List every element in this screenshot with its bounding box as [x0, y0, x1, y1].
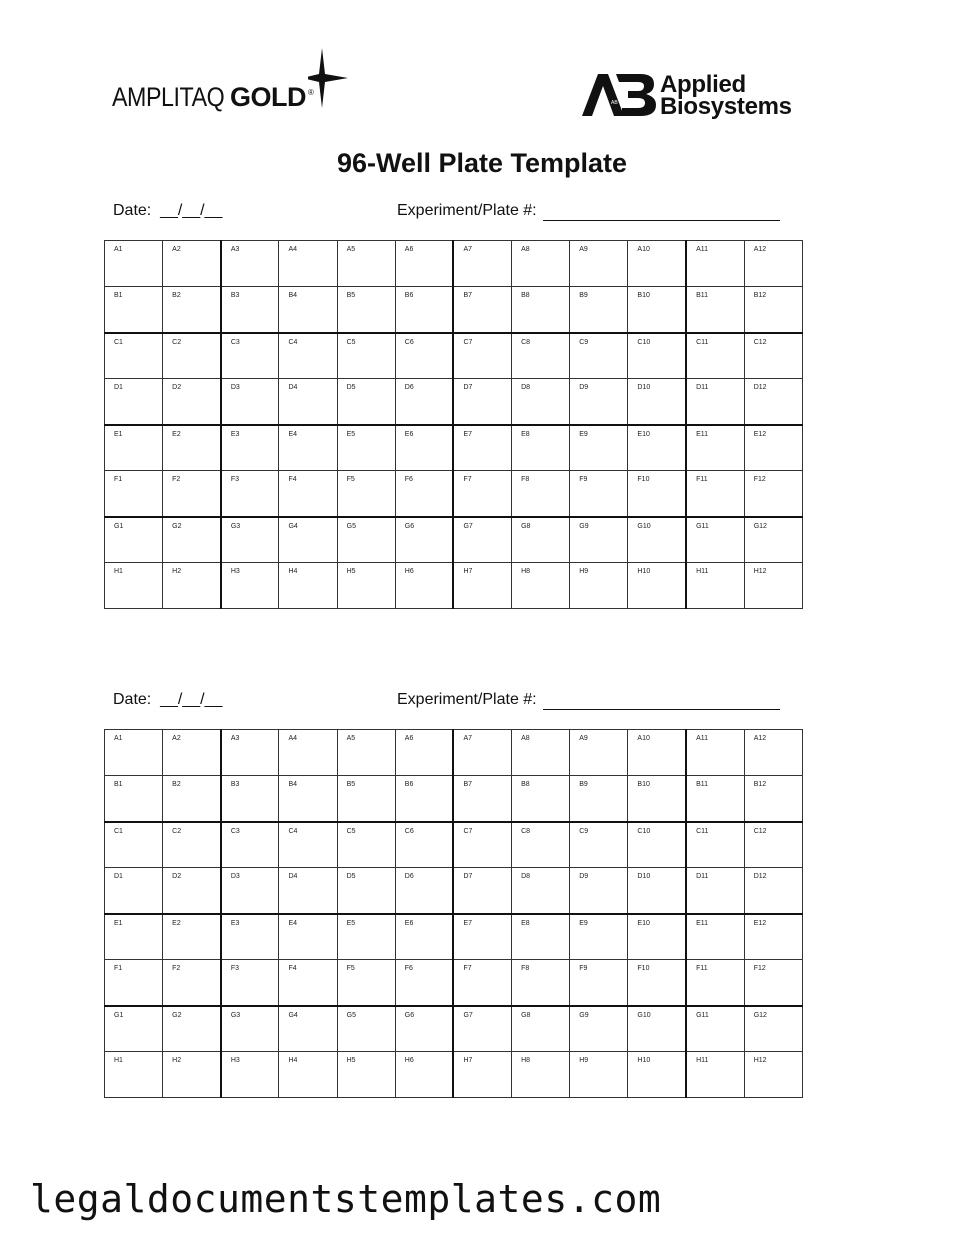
- well-cell[interactable]: A7: [453, 730, 511, 776]
- well-cell[interactable]: C8: [512, 333, 570, 379]
- well-cell[interactable]: H5: [337, 1052, 395, 1098]
- well-cell[interactable]: G7: [453, 1006, 511, 1052]
- well-cell[interactable]: H4: [279, 1052, 337, 1098]
- well-cell[interactable]: E9: [570, 914, 628, 960]
- well-cell[interactable]: A6: [395, 241, 453, 287]
- well-cell[interactable]: A10: [628, 730, 686, 776]
- well-cell[interactable]: F10: [628, 960, 686, 1006]
- experiment-plate-field[interactable]: [543, 709, 780, 710]
- well-cell[interactable]: F1: [105, 960, 163, 1006]
- well-cell[interactable]: H3: [221, 563, 279, 609]
- well-cell[interactable]: A2: [163, 730, 221, 776]
- well-cell[interactable]: G1: [105, 1006, 163, 1052]
- well-cell[interactable]: C9: [570, 822, 628, 868]
- date-field[interactable]: Date: __/__/__: [113, 202, 223, 219]
- plate-row: [105, 1006, 803, 1052]
- well-cell[interactable]: H2: [163, 563, 221, 609]
- well-cell[interactable]: B10: [628, 287, 686, 333]
- well-cell[interactable]: G8: [512, 517, 570, 563]
- well-cell[interactable]: B12: [744, 287, 802, 333]
- well-cell[interactable]: D3: [221, 379, 279, 425]
- well-cell[interactable]: C2: [163, 822, 221, 868]
- well-cell[interactable]: A6: [395, 730, 453, 776]
- well-cell[interactable]: G3: [221, 1006, 279, 1052]
- well-cell[interactable]: C3: [221, 333, 279, 379]
- well-cell[interactable]: B12: [744, 776, 802, 822]
- well-cell[interactable]: D2: [163, 868, 221, 914]
- well-cell[interactable]: E10: [628, 425, 686, 471]
- well-cell[interactable]: D2: [163, 379, 221, 425]
- well-cell[interactable]: A12: [744, 241, 802, 287]
- well-cell[interactable]: D12: [744, 868, 802, 914]
- well-cell[interactable]: E5: [337, 914, 395, 960]
- well-cell[interactable]: H10: [628, 1052, 686, 1098]
- well-cell[interactable]: H8: [512, 563, 570, 609]
- well-cell[interactable]: D1: [105, 868, 163, 914]
- well-cell[interactable]: A10: [628, 241, 686, 287]
- well-cell[interactable]: B4: [279, 776, 337, 822]
- well-cell[interactable]: H11: [686, 1052, 744, 1098]
- well-cell[interactable]: G4: [279, 517, 337, 563]
- well-cell[interactable]: G5: [337, 517, 395, 563]
- well-cell[interactable]: G10: [628, 517, 686, 563]
- logo-word-biosystems: Biosystems: [660, 93, 792, 120]
- well-cell[interactable]: F2: [163, 471, 221, 517]
- well-cell[interactable]: D8: [512, 379, 570, 425]
- well-cell[interactable]: H7: [453, 563, 511, 609]
- well-cell[interactable]: B8: [512, 287, 570, 333]
- plate-row: [105, 471, 803, 517]
- well-cell[interactable]: G2: [163, 1006, 221, 1052]
- well-cell[interactable]: C10: [628, 333, 686, 379]
- well-cell[interactable]: E2: [163, 425, 221, 471]
- well-cell[interactable]: A8: [512, 241, 570, 287]
- plate-row: [105, 914, 803, 960]
- well-cell[interactable]: H12: [744, 1052, 802, 1098]
- well-cell[interactable]: A1: [105, 241, 163, 287]
- well-cell[interactable]: E7: [453, 425, 511, 471]
- well-cell[interactable]: D6: [395, 868, 453, 914]
- well-cell[interactable]: H9: [570, 1052, 628, 1098]
- plate-row: [105, 379, 803, 425]
- well-cell[interactable]: E6: [395, 425, 453, 471]
- well-cell[interactable]: C12: [744, 333, 802, 379]
- well-cell[interactable]: H11: [686, 563, 744, 609]
- ab-monogram-icon: [582, 74, 656, 116]
- experiment-plate-field[interactable]: [543, 220, 780, 221]
- well-plate-grid-1: [104, 240, 803, 609]
- star-icon: [308, 48, 354, 108]
- well-cell[interactable]: G9: [570, 517, 628, 563]
- well-cell[interactable]: A3: [221, 730, 279, 776]
- well-cell[interactable]: C4: [279, 333, 337, 379]
- plate-1-info: [113, 202, 793, 226]
- well-cell[interactable]: G5: [337, 1006, 395, 1052]
- well-cell[interactable]: E3: [221, 914, 279, 960]
- well-cell[interactable]: H3: [221, 1052, 279, 1098]
- well-cell[interactable]: F7: [453, 471, 511, 517]
- well-cell[interactable]: F3: [221, 471, 279, 517]
- plate-row: [105, 868, 803, 914]
- plate-row: [105, 730, 803, 776]
- well-cell[interactable]: D12: [744, 379, 802, 425]
- registered-mark: ®: [308, 88, 314, 97]
- well-cell[interactable]: G6: [395, 1006, 453, 1052]
- well-cell[interactable]: B3: [221, 776, 279, 822]
- well-cell[interactable]: F12: [744, 960, 802, 1006]
- well-cell[interactable]: B2: [163, 776, 221, 822]
- well-cell[interactable]: D4: [279, 868, 337, 914]
- well-cell[interactable]: F11: [686, 960, 744, 1006]
- well-cell[interactable]: E9: [570, 425, 628, 471]
- well-cell[interactable]: B1: [105, 776, 163, 822]
- well-cell[interactable]: F4: [279, 960, 337, 1006]
- applied-biosystems-logo: [582, 72, 802, 122]
- well-cell[interactable]: B6: [395, 776, 453, 822]
- plate-row: [105, 517, 803, 563]
- well-cell[interactable]: E8: [512, 914, 570, 960]
- well-cell[interactable]: E12: [744, 914, 802, 960]
- logo-text-bold: GOLD: [230, 82, 306, 112]
- well-cell[interactable]: A4: [279, 730, 337, 776]
- well-cell[interactable]: F2: [163, 960, 221, 1006]
- logo-text-regular: AMPLITAQ: [112, 82, 225, 112]
- well-cell[interactable]: E11: [686, 914, 744, 960]
- well-cell[interactable]: E1: [105, 425, 163, 471]
- well-cell[interactable]: H1: [105, 1052, 163, 1098]
- well-cell[interactable]: H10: [628, 563, 686, 609]
- well-cell[interactable]: D4: [279, 379, 337, 425]
- well-cell[interactable]: D11: [686, 868, 744, 914]
- well-cell[interactable]: A4: [279, 241, 337, 287]
- well-cell[interactable]: B7: [453, 287, 511, 333]
- amplitaq-gold-logo: [112, 48, 352, 120]
- well-cell[interactable]: B5: [337, 776, 395, 822]
- well-cell[interactable]: C1: [105, 333, 163, 379]
- well-cell[interactable]: F12: [744, 471, 802, 517]
- well-cell[interactable]: H8: [512, 1052, 570, 1098]
- well-cell[interactable]: C11: [686, 333, 744, 379]
- well-cell[interactable]: C7: [453, 822, 511, 868]
- well-cell[interactable]: E12: [744, 425, 802, 471]
- experiment-plate-label: Experiment/Plate #:: [397, 202, 537, 219]
- well-cell[interactable]: B6: [395, 287, 453, 333]
- well-cell[interactable]: F6: [395, 471, 453, 517]
- well-cell[interactable]: E3: [221, 425, 279, 471]
- plate-row: [105, 776, 803, 822]
- well-cell[interactable]: G3: [221, 517, 279, 563]
- well-cell[interactable]: B11: [686, 287, 744, 333]
- well-cell[interactable]: C9: [570, 333, 628, 379]
- well-cell[interactable]: B2: [163, 287, 221, 333]
- well-cell[interactable]: D8: [512, 868, 570, 914]
- well-cell[interactable]: H7: [453, 1052, 511, 1098]
- well-cell[interactable]: B1: [105, 287, 163, 333]
- well-cell[interactable]: C12: [744, 822, 802, 868]
- well-cell[interactable]: F1: [105, 471, 163, 517]
- plate-row: [105, 822, 803, 868]
- well-cell[interactable]: F5: [337, 960, 395, 1006]
- well-cell[interactable]: A9: [570, 241, 628, 287]
- well-cell[interactable]: C6: [395, 822, 453, 868]
- well-cell[interactable]: B9: [570, 776, 628, 822]
- well-cell[interactable]: D11: [686, 379, 744, 425]
- well-cell[interactable]: F8: [512, 471, 570, 517]
- footer-watermark: legaldocumentstemplates.com: [30, 1177, 662, 1221]
- well-cell[interactable]: H9: [570, 563, 628, 609]
- plate-row: [105, 960, 803, 1006]
- plate-row: [105, 333, 803, 379]
- well-cell[interactable]: G12: [744, 1006, 802, 1052]
- well-cell[interactable]: G8: [512, 1006, 570, 1052]
- well-cell[interactable]: C5: [337, 822, 395, 868]
- page-title: 96-Well Plate Template: [336, 148, 628, 178]
- well-cell[interactable]: E6: [395, 914, 453, 960]
- well-cell[interactable]: F7: [453, 960, 511, 1006]
- well-cell[interactable]: D6: [395, 379, 453, 425]
- well-cell[interactable]: E8: [512, 425, 570, 471]
- well-cell[interactable]: A2: [163, 241, 221, 287]
- well-cell[interactable]: E10: [628, 914, 686, 960]
- well-cell[interactable]: A11: [686, 730, 744, 776]
- well-cell[interactable]: G1: [105, 517, 163, 563]
- logo-wordmark: [112, 82, 306, 113]
- well-cell[interactable]: H4: [279, 563, 337, 609]
- well-cell[interactable]: A1: [105, 730, 163, 776]
- well-cell[interactable]: D10: [628, 868, 686, 914]
- well-cell[interactable]: C10: [628, 822, 686, 868]
- well-cell[interactable]: F8: [512, 960, 570, 1006]
- well-cell[interactable]: H5: [337, 563, 395, 609]
- well-cell[interactable]: F9: [570, 471, 628, 517]
- well-cell[interactable]: F3: [221, 960, 279, 1006]
- plate-row: [105, 425, 803, 471]
- well-cell[interactable]: E5: [337, 425, 395, 471]
- logo-word-applied: Applied: [660, 71, 746, 98]
- well-cell[interactable]: A5: [337, 730, 395, 776]
- well-cell[interactable]: B4: [279, 287, 337, 333]
- well-cell[interactable]: E7: [453, 914, 511, 960]
- well-cell[interactable]: A11: [686, 241, 744, 287]
- well-cell[interactable]: A3: [221, 241, 279, 287]
- plate-row: [105, 1052, 803, 1098]
- experiment-plate-label: Experiment/Plate #:: [397, 691, 537, 708]
- well-cell[interactable]: A9: [570, 730, 628, 776]
- well-cell[interactable]: C6: [395, 333, 453, 379]
- well-cell[interactable]: C5: [337, 333, 395, 379]
- well-cell[interactable]: A8: [512, 730, 570, 776]
- well-cell[interactable]: H6: [395, 1052, 453, 1098]
- well-cell[interactable]: C4: [279, 822, 337, 868]
- well-cell[interactable]: E4: [279, 425, 337, 471]
- well-cell[interactable]: A12: [744, 730, 802, 776]
- well-cell[interactable]: C11: [686, 822, 744, 868]
- well-cell[interactable]: H1: [105, 563, 163, 609]
- well-cell[interactable]: D3: [221, 868, 279, 914]
- well-cell[interactable]: F11: [686, 471, 744, 517]
- well-cell[interactable]: F4: [279, 471, 337, 517]
- well-cell[interactable]: D5: [337, 379, 395, 425]
- well-cell[interactable]: G7: [453, 517, 511, 563]
- well-cell[interactable]: D9: [570, 379, 628, 425]
- well-cell[interactable]: G9: [570, 1006, 628, 1052]
- well-cell[interactable]: G11: [686, 517, 744, 563]
- well-cell[interactable]: C8: [512, 822, 570, 868]
- well-cell[interactable]: B3: [221, 287, 279, 333]
- well-cell[interactable]: B11: [686, 776, 744, 822]
- well-cell[interactable]: F9: [570, 960, 628, 1006]
- well-cell[interactable]: E11: [686, 425, 744, 471]
- ab-monogram-text: AB: [611, 100, 618, 106]
- plate-2-info: [113, 691, 793, 715]
- plate-row: [105, 563, 803, 609]
- well-cell[interactable]: E4: [279, 914, 337, 960]
- well-cell[interactable]: D9: [570, 868, 628, 914]
- well-cell[interactable]: G2: [163, 517, 221, 563]
- well-cell[interactable]: G6: [395, 517, 453, 563]
- well-plate-grid-2: [104, 729, 803, 1098]
- well-cell[interactable]: B9: [570, 287, 628, 333]
- well-cell[interactable]: B8: [512, 776, 570, 822]
- well-cell[interactable]: A7: [453, 241, 511, 287]
- well-cell[interactable]: E1: [105, 914, 163, 960]
- well-cell[interactable]: D7: [453, 868, 511, 914]
- well-cell[interactable]: C7: [453, 333, 511, 379]
- well-cell[interactable]: B5: [337, 287, 395, 333]
- well-cell[interactable]: H6: [395, 563, 453, 609]
- plate-row: [105, 241, 803, 287]
- well-cell[interactable]: F5: [337, 471, 395, 517]
- well-cell[interactable]: D10: [628, 379, 686, 425]
- well-cell[interactable]: D7: [453, 379, 511, 425]
- well-cell[interactable]: H2: [163, 1052, 221, 1098]
- well-cell[interactable]: C2: [163, 333, 221, 379]
- well-cell[interactable]: H12: [744, 563, 802, 609]
- well-cell[interactable]: F6: [395, 960, 453, 1006]
- date-field[interactable]: Date: __/__/__: [113, 691, 223, 708]
- well-cell[interactable]: B10: [628, 776, 686, 822]
- well-cell[interactable]: G4: [279, 1006, 337, 1052]
- well-cell[interactable]: B7: [453, 776, 511, 822]
- well-cell[interactable]: C1: [105, 822, 163, 868]
- plate-row: [105, 287, 803, 333]
- well-cell[interactable]: A5: [337, 241, 395, 287]
- well-cell[interactable]: D1: [105, 379, 163, 425]
- well-cell[interactable]: G12: [744, 517, 802, 563]
- well-cell[interactable]: G11: [686, 1006, 744, 1052]
- well-cell[interactable]: D5: [337, 868, 395, 914]
- well-cell[interactable]: F10: [628, 471, 686, 517]
- well-cell[interactable]: C3: [221, 822, 279, 868]
- well-cell[interactable]: G10: [628, 1006, 686, 1052]
- well-cell[interactable]: E2: [163, 914, 221, 960]
